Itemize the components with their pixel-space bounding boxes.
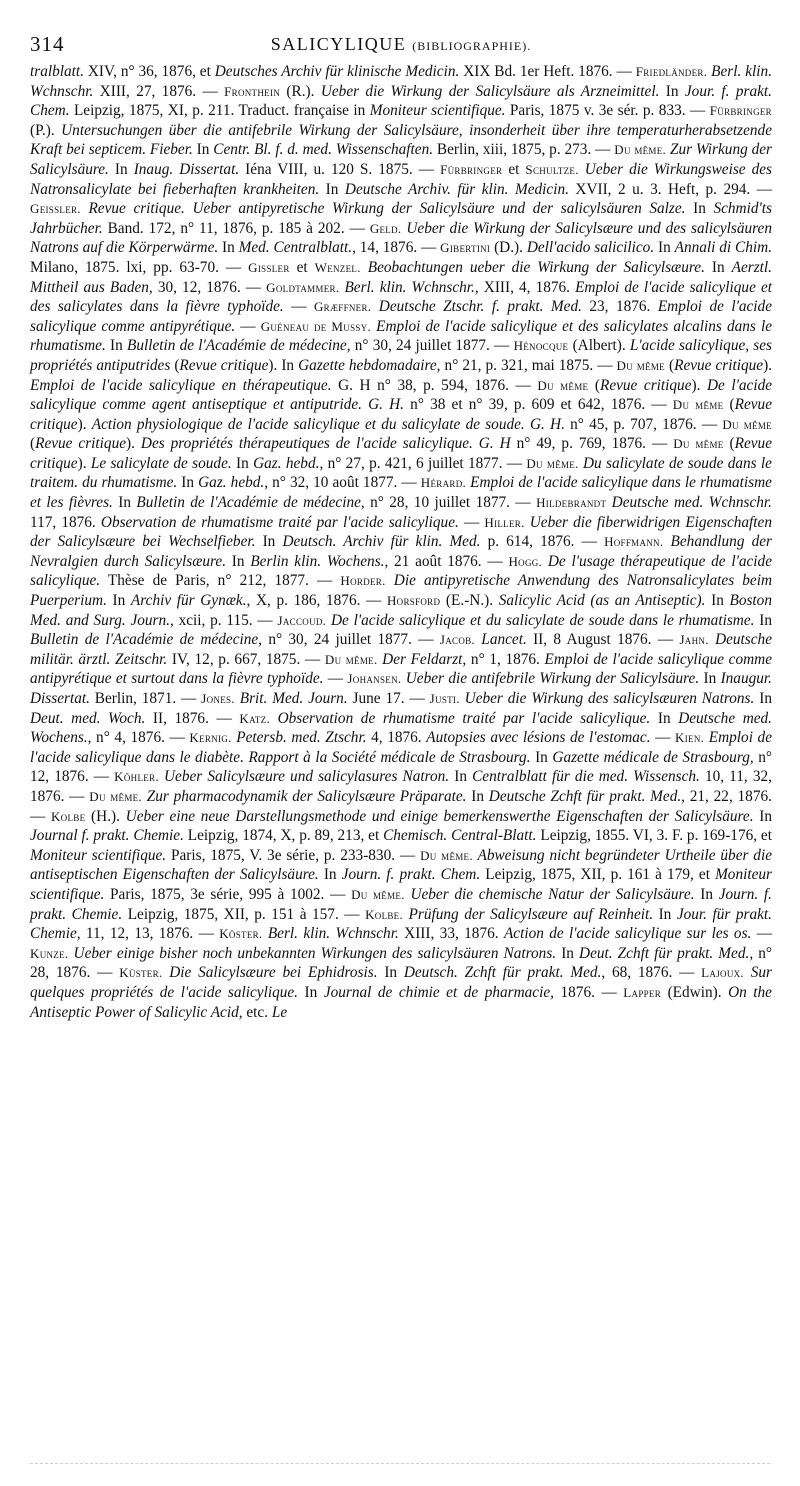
italic-segment: Moniteur scientifique.: [369, 102, 506, 120]
text-segment: In: [530, 748, 553, 766]
italic-segment: Zur Wirkung der Salicylsäure.: [30, 141, 772, 178]
text-segment: In: [704, 258, 732, 276]
text-segment: n° 30, 24 juillet 1877. —: [350, 337, 514, 355]
text-segment: In: [192, 141, 214, 159]
text-segment: (: [170, 356, 180, 374]
italic-segment: Journ. f. prakt. Chemie.: [30, 885, 772, 923]
author-name: Geld.: [369, 220, 402, 236]
author-name: Horsford: [386, 593, 441, 609]
text-segment: —: [751, 925, 772, 943]
author-name: Hogg.: [508, 553, 543, 569]
text-segment: 1876. —: [553, 983, 624, 1001]
author-name: Du même.: [324, 651, 378, 667]
running-title: SALICYLIQUE: [270, 34, 407, 54]
author-name: Kien.: [675, 730, 705, 746]
text-segment: 23, 1876.: [581, 298, 658, 316]
text-segment: 11, 12, 13, 1876. —: [80, 925, 220, 943]
running-head: [30, 34, 772, 55]
author-name: Fronthein: [224, 83, 281, 99]
text-segment: , X, p. 186, 1876. —: [246, 592, 387, 610]
text-segment: In: [653, 905, 677, 923]
italic-segment: Journal f. prakt. Chemie.: [30, 827, 184, 845]
italic-segment: Action de l'acide salicylique sur les os.: [503, 925, 752, 943]
text-segment: ).: [763, 356, 773, 374]
text-segment: In: [108, 160, 134, 178]
text-segment: Leipzig, 1875, XII, p. 151 à 157. —: [122, 905, 366, 923]
italic-segment: Petersb. med. Ztschr.: [231, 729, 367, 747]
italic-segment: Revue critique: [179, 356, 269, 374]
italic-segment: Ueber die fiberwidrigen Eigenschaften der Salicylsæure bei Wechselfieber.: [30, 513, 772, 551]
text-segment: In: [112, 494, 137, 512]
text-segment: Milano, 1875. lxi, pp. 63-70. —: [30, 258, 249, 276]
italic-segment: Deutsche Archiv. für klin. Medicin.: [344, 180, 569, 198]
text-segment: In: [319, 180, 345, 198]
author-name: Kolbe: [50, 808, 86, 824]
text-segment: 4, 1876.: [366, 729, 427, 747]
author-name: Hérard.: [420, 475, 467, 491]
author-name: Kernig.: [189, 730, 232, 746]
text-segment: n° 12, 1876. —: [30, 748, 773, 786]
text-segment: XVII, 2 u. 3. Heft, p. 294. —: [568, 180, 772, 198]
text-segment: (Albert).: [568, 337, 630, 355]
italic-segment: Revue critique: [35, 435, 127, 453]
bibliography-text: [30, 62, 772, 1022]
italic-segment: Jour. f. prakt. Chem.: [30, 82, 772, 120]
text-segment: , 68, 1876. —: [601, 964, 702, 982]
text-segment: In: [105, 337, 127, 355]
page-number: 314: [30, 32, 65, 56]
text-segment: Band. 172, n° 11, 1876, p. 185 à 202. —: [102, 219, 370, 237]
text-segment: n° 21, p. 321, mai 1875. —: [440, 356, 617, 374]
author-name: Græffner.: [313, 299, 372, 315]
italic-segment: Emploi de l'acide salicylique comme antipyrétique.: [30, 298, 772, 335]
text-segment: n° 45, p. 707, 1876. —: [564, 415, 723, 433]
italic-segment: Emploi de l'acide salicylique dans le rhumatisme et les fièvres.: [30, 474, 772, 512]
text-segment: , n° 4, 1876. —: [87, 729, 190, 747]
text-segment: (E.-N.).: [440, 592, 499, 610]
text-segment: XIII, 27, 1876. —: [93, 82, 225, 100]
italic-segment: Prüfung der Salicylsæure auf Reinheit.: [403, 905, 654, 923]
author-name: Geissler.: [30, 201, 81, 217]
italic-segment: Abweisung nicht begründeter Urtheile über die antiseptischen Eigenschaften der Salicylsäure.: [30, 846, 772, 884]
italic-segment: Die Salicylsæure bei Ephidrosis.: [162, 964, 378, 982]
text-segment: n° 30, 24 juillet 1877. —: [262, 631, 440, 649]
text-segment: XIII, 33, 1876.: [398, 925, 504, 943]
text-segment: Berlin, xiii, 1875, p. 273. —: [433, 141, 615, 159]
italic-segment: Sur quelques propriétés de l'acide salicylique.: [30, 964, 773, 1001]
text-segment: In: [297, 983, 324, 1001]
author-name: Schultze.: [525, 161, 579, 177]
text-segment: Berlin, 1871. —: [89, 690, 202, 707]
italic-segment: Zur pharmacodynamik der Salicylsæure Präparate.: [141, 787, 467, 805]
italic-segment: Centralblatt für die med. Wissensch.: [472, 768, 700, 786]
author-name: Jaccoud.: [277, 612, 327, 628]
italic-segment: Gaz. hebd.: [253, 454, 320, 472]
italic-segment: Bulletin de l'Académie de médecine,: [126, 337, 351, 355]
italic-segment: Brit. Med. Journ.: [234, 690, 348, 707]
italic-segment: Annali di Chim.: [674, 239, 772, 257]
italic-segment: Dell'acido salicilico.: [526, 239, 655, 257]
author-name: Hiller.: [484, 514, 525, 530]
italic-segment: Berlin klin. Wochens.: [250, 552, 385, 570]
text-segment: p. 614, 1876. —: [480, 533, 605, 551]
text-segment: In: [255, 533, 283, 551]
italic-segment: Deut. med. Woch.: [30, 709, 146, 727]
author-name: Du même.: [351, 886, 405, 902]
italic-segment: Moniteur scientifique.: [30, 866, 772, 903]
text-segment: —: [283, 298, 314, 316]
italic-segment: Gazette médicale de Strasbourg,: [552, 748, 754, 766]
italic-segment: Gaz. hebd.: [198, 474, 265, 492]
text-segment: , 14, 1876. —: [352, 239, 441, 257]
text-segment: (: [588, 376, 600, 394]
text-segment: In: [466, 787, 489, 805]
italic-segment: Deutsche militär. ärztl. Zeitschr.: [30, 631, 772, 668]
italic-segment: Deutsche Zchft für prakt. Med.: [488, 787, 682, 805]
text-segment: G. H n° 38, p. 594, 1876. —: [331, 376, 538, 394]
text-segment: In: [694, 885, 719, 903]
text-segment: , xcii, p. 115. —: [169, 611, 278, 629]
italic-segment: Emploi de l'acide salicylique en thérapeutique.: [30, 376, 332, 394]
text-segment: —: [458, 513, 485, 531]
italic-segment: Salicylic Acid (as an Antiseptic).: [498, 592, 706, 610]
text-segment: Leipzig, 1875, XII, p. 161 à 179, et: [480, 866, 716, 884]
author-name: Du même: [722, 416, 772, 432]
text-segment: —: [323, 670, 348, 688]
text-segment: In: [226, 552, 251, 570]
italic-segment: Lancet.: [474, 631, 527, 649]
text-segment: (: [664, 356, 675, 374]
author-name: Goldtammer.: [266, 279, 340, 295]
author-name: Jahn.: [679, 632, 709, 648]
text-segment: 117, 1876.: [30, 513, 101, 531]
author-name: Gibertini: [440, 240, 491, 256]
text-segment: Leipzig, 1855. VI, 3. F. p. 169-176, et: [536, 827, 772, 845]
text-segment: In: [754, 690, 772, 707]
text-segment: (P.).: [30, 121, 62, 139]
italic-segment: Emploi de l'acide salicylique et des salicylates dans la fièvre typhoïde.: [30, 278, 772, 316]
text-segment: n° 1, 1876.: [466, 650, 545, 668]
italic-segment: Deutsche Ztschr. f. prakt. Med.: [371, 298, 582, 316]
text-segment: In: [705, 592, 730, 610]
italic-segment: L'acide salicylique, ses propriétés antiputrides: [30, 337, 772, 374]
italic-segment: Emploi de l'acide salicylique comme antipyrétique et surtout dans la fièvre typhoïde.: [30, 650, 772, 688]
italic-segment: Deutsches Archiv für klinische Medicin.: [214, 63, 460, 80]
italic-segment: Ueber Salicylsæure und salicylasures Natron.: [158, 768, 450, 786]
text-segment: etc.: [242, 1003, 272, 1021]
author-name: Hildebrandt: [536, 495, 607, 511]
text-segment: —: [650, 729, 676, 747]
text-segment: (Edwin).: [661, 983, 729, 1001]
text-segment: ).: [691, 376, 707, 394]
text-segment: XIX Bd. 1er Heft. 1876. —: [459, 63, 636, 80]
author-name: Du même.: [420, 847, 473, 863]
text-segment: ). In: [268, 356, 299, 374]
text-segment: June 17. —: [347, 690, 430, 707]
italic-segment: Ueber die chemische Natur der Salicylsäure.: [404, 885, 695, 903]
text-segment: In: [318, 866, 342, 884]
text-segment: Paris, 1875, 3e série, 995 à 1002. —: [104, 885, 352, 903]
italic-segment: Berl. klin. Wchnschr.: [262, 925, 399, 943]
italic-segment: Deutsch. Zchft für prakt. Med.: [403, 964, 602, 982]
italic-segment: Observation de rhumatisme traité par l'acide salicylique.: [100, 513, 459, 531]
text-segment: , XIII, 4, 1876.: [474, 278, 576, 296]
text-segment: , n° 27, p. 421, 6 juillet 1877. —: [319, 454, 527, 472]
italic-segment: Bulletin de l'Académie de médecine,: [30, 631, 262, 649]
author-name: Du même: [616, 357, 665, 373]
bibliography-paragraph: [30, 62, 772, 1022]
text-segment: , 21, 22, 1876. —: [30, 787, 772, 825]
italic-segment: De l'acide salicylique et du salicylate de soude dans le rhumatisme.: [326, 611, 755, 629]
italic-segment: Journal de chimie et de pharmacie,: [323, 983, 554, 1001]
italic-segment: Die antipyretische Anwendung des Natronsalicylates beim Puerperium.: [30, 572, 772, 610]
italic-segment: Revue critique: [30, 435, 772, 472]
italic-segment: Deutsch. Archiv für klin. Med.: [282, 533, 481, 551]
text-segment: et: [289, 258, 315, 276]
author-name: Fürbringer: [709, 103, 772, 119]
italic-segment: Chemisch. Central-Blatt.: [383, 827, 537, 845]
author-name: Gissler: [248, 259, 290, 275]
text-segment: II, 1876. —: [145, 709, 240, 727]
author-name: Hoffmann.: [604, 534, 664, 550]
italic-segment: Behandlung der Nevralgien durch Salicylsæure.: [30, 533, 772, 570]
author-name: Horder.: [340, 573, 386, 589]
italic-segment: Emploi de l'acide salicylique dans le diabète. Rapport à la Société médicale de Strasbourg.: [30, 729, 772, 766]
author-name: Katz.: [239, 710, 271, 726]
italic-segment: Bulletin de l'Académie de médecine,: [136, 494, 365, 512]
italic-segment: Ueber eine neue Darstellungsmethode und einige bemerkenswerthe Eigenschaften der Salicylsäure.: [125, 807, 754, 825]
text-segment: Paris, 1875, V. 3e série, p. 233-830. —: [166, 846, 421, 864]
text-segment: XIV, n° 36, 1876, et: [83, 63, 215, 80]
text-segment: 10, 11, 32, 1876. —: [30, 768, 772, 805]
italic-segment: Archiv für Gynæk.: [130, 592, 247, 610]
author-name: Hénocque: [513, 338, 569, 354]
italic-segment: Beobachtungen ueber die Wirkung der Salicylsæure.: [360, 258, 705, 276]
author-name: Du même: [673, 436, 724, 452]
text-segment: , 21 août 1876. —: [384, 552, 509, 570]
author-name: Jones.: [201, 691, 235, 706]
text-segment: Leipzig, 1875, XI, p. 211. Traduct. française in: [69, 102, 370, 120]
author-name: Lajoux.: [701, 965, 744, 981]
italic-segment: Du salicylate de soude dans le traitem. du rhumatisme.: [30, 454, 772, 492]
text-segment: et: [502, 160, 526, 178]
text-segment: (H.).: [85, 807, 126, 825]
author-name: Köhler.: [114, 769, 159, 785]
text-segment: (R.).: [280, 82, 321, 100]
italic-segment: Ueber die Wirkung des salicylsæuren Natrons.: [459, 690, 755, 707]
text-segment: In: [449, 768, 473, 786]
text-segment: In: [556, 944, 580, 962]
text-segment: n° 38 et n° 39, p. 609 et 642, 1876. —: [404, 396, 673, 414]
text-segment: In: [106, 592, 131, 610]
text-segment: ).: [77, 415, 92, 433]
text-segment: 30, 12, 1876. —: [152, 278, 267, 296]
italic-segment: De l'usage thérapeutique de l'acide salicylique.: [30, 552, 772, 590]
author-name: Guéneau de Mussy.: [260, 318, 372, 334]
italic-segment: Autopsies avec lésions de l'estomac.: [426, 729, 651, 747]
italic-segment: Ueber die Wirkung der Salicylsäure als Arzneimittel.: [320, 82, 660, 100]
author-name: Lapper: [623, 984, 662, 1000]
italic-segment: On the Antiseptic Power of Salicylic Acid,: [30, 983, 772, 1021]
text-segment: , n° 32, 10 août 1877. —: [264, 474, 421, 492]
text-segment: In: [685, 200, 714, 218]
italic-segment: Moniteur scientifique.: [30, 846, 167, 864]
italic-segment: Revue critique. Ueber antipyretische Wirkung der Salicylsäure und der salicylsäuren Salze.: [80, 200, 686, 218]
italic-segment: Inaugur. Dissertat.: [30, 670, 772, 707]
italic-segment: Med. Centralblatt.: [238, 239, 353, 257]
author-name: Du même: [672, 397, 724, 413]
text-segment: n° 49, p. 769, 1876. —: [510, 435, 674, 453]
text-segment: , n° 28, 1876. —: [30, 944, 772, 982]
text-segment: (: [723, 396, 735, 414]
italic-segment: Berl. klin. Wchnschr.: [30, 63, 772, 100]
text-segment: (: [723, 435, 735, 453]
author-name: Kolbe.: [365, 906, 404, 922]
italic-segment: Schmid'ts Jahrbücher.: [30, 200, 772, 237]
page-header: [30, 18, 772, 58]
italic-segment: Berl. klin. Wchnschr.: [339, 278, 475, 296]
author-name: Friedländer.: [635, 64, 708, 79]
text-segment: II, 8 August 1876. —: [526, 631, 680, 649]
italic-segment: Des propriétés thérapeutiques de l'acide salicylique. G. H: [140, 435, 511, 453]
text-segment: In: [650, 709, 679, 727]
text-segment: In: [659, 82, 685, 100]
author-name: Du même.: [89, 788, 142, 804]
text-segment: Thèse de Paris, n° 212, 1877. —: [100, 572, 341, 590]
text-segment: In: [654, 239, 675, 257]
italic-segment: Boston Med. and Surg. Journ.: [30, 592, 772, 629]
italic-segment: Jour. für prakt. Chemie,: [30, 905, 772, 943]
italic-segment: Revue critique: [30, 396, 772, 433]
author-name: Jacob.: [439, 632, 475, 648]
author-name: Du même.: [526, 455, 579, 471]
text-segment: (: [30, 435, 36, 453]
text-segment: IV, 12, p. 667, 1875. —: [167, 650, 325, 668]
italic-segment: Der Feldarzt,: [377, 650, 467, 668]
author-name: Johansen.: [347, 671, 402, 687]
author-name: Köster.: [219, 926, 263, 942]
italic-segment: Revue critique: [674, 356, 764, 374]
italic-segment: Ueber die antifebrile Wirkung der Salicylsäure.: [401, 670, 700, 688]
italic-segment: Gazette hebdomadaire,: [298, 356, 441, 374]
text-segment: ).: [77, 454, 91, 472]
text-segment: Paris, 1875 v. 3e sér. p. 833. —: [505, 102, 710, 120]
italic-segment: Aerztl. Mittheil aus Baden,: [30, 258, 772, 296]
italic-segment: Journ. f. prakt. Chem.: [341, 866, 481, 884]
text-segment: ).: [126, 435, 141, 453]
text-segment: (D.).: [490, 239, 527, 257]
running-subtitle: (BIBLIOGRAPHIE).: [412, 39, 532, 53]
text-segment: In: [753, 807, 772, 825]
author-name: Du même.: [614, 142, 667, 158]
italic-segment: Le salicylate de soude.: [90, 454, 232, 472]
italic-segment: Ueber einige bisher noch unbekannten Wirkungen des salicylsäuren Natrons.: [68, 944, 557, 962]
italic-segment: Ueber die Wirkungsweise des Natronsalicylate bei fieberhaften krankheiten.: [30, 160, 772, 198]
italic-segment: Revue critique: [599, 376, 692, 394]
author-name: Wenzel.: [314, 259, 361, 275]
italic-segment: Emploi de l'acide salicylique et des salicylates alcalins dans le rhumatisme.: [30, 317, 772, 355]
text-segment: —: [235, 317, 261, 335]
text-segment: In: [231, 454, 254, 472]
italic-segment: De l'acide salicylique comme agent antiseptique et antiputride. G. H.: [30, 376, 773, 414]
text-segment: In: [177, 474, 199, 492]
author-name: Justi.: [429, 691, 460, 706]
italic-segment: Deut. Zchft für prakt. Med.: [579, 944, 750, 962]
author-name: Fürbringer: [440, 161, 503, 177]
author-name: Küster.: [119, 965, 163, 981]
italic-segment: tralblatt.: [30, 63, 84, 80]
bottom-rule: [30, 1463, 770, 1465]
book-page: [30, 18, 772, 1022]
author-name: Du même: [537, 377, 589, 393]
text-segment: In: [754, 611, 772, 629]
italic-segment: Deutsche med. Wochens.: [30, 709, 772, 747]
italic-segment: Ueber die Wirkung der Salicylsæure und des salicylsäuren Natrons auf die Körperwärme.: [30, 219, 772, 257]
text-segment: In: [699, 670, 721, 688]
text-segment: In: [218, 239, 239, 257]
italic-segment: Observation de rhumatisme traité par l'acide salicylique.: [270, 709, 651, 727]
italic-segment: Untersuchungen über die antifebrile Wirkung der Salicylsäure, insonderheit über ihre temperaturherabsetzende Kraft bei septicem. Fieber.: [30, 121, 772, 159]
text-segment: n° 28, 10 juillet 1877. —: [364, 494, 537, 512]
text-segment: Leipzig, 1874, X, p. 89, 213, et: [183, 827, 384, 845]
italic-segment: Action physiologique de l'acide salicylique et du salicylate de soude. G. H.: [91, 415, 565, 433]
text-segment: In: [377, 964, 404, 982]
italic-segment: Centr. Bl. f. d. med. Wissenschaften.: [213, 141, 434, 159]
author-name: Kunze.: [30, 945, 69, 961]
italic-segment: Deutsche med. Wchnschr.: [606, 494, 772, 512]
italic-segment: Le: [271, 1003, 288, 1021]
italic-segment: Inaug. Dissertat.: [133, 160, 240, 178]
text-segment: Iéna VIII, u. 120 S. 1875. —: [239, 160, 441, 178]
